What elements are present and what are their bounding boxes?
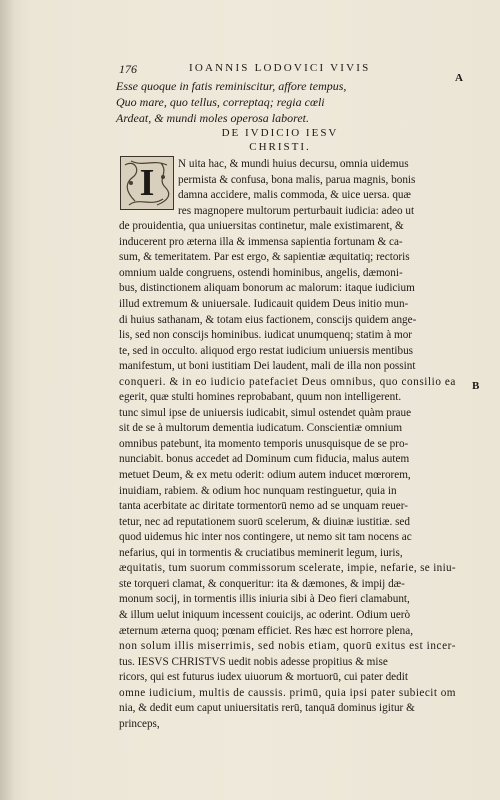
margin-letter-a: A (455, 72, 463, 84)
page-header (119, 62, 459, 78)
text-line: nefarius, qui in tormentis & cruciatibus meminerit legum, iuris, (119, 546, 403, 559)
text-line: tanta acerbitate ac diritate tormentorū nemo ad se unquam reuer- (119, 500, 408, 513)
text-line: inuidiam, rabiem. & odium hoc nunquam restinguetur, quia in (119, 484, 397, 497)
text-line: N uita hac, & mundi huius decursu, omnia uidemus (178, 158, 409, 170)
text-line: nunciabit. bonus accedet ad Dominum cum fiducia, malus autem (119, 453, 410, 466)
text-line: tunc simul ipse de uniuersis iudicabit, simul ostendet quàm praue (119, 406, 412, 419)
text-line: omne iudicium, multis de caussis. primū, quia ipsi pater subiecit om (119, 686, 456, 699)
text-line: princeps, (119, 717, 160, 730)
text-line: manifestum, ut boni iustitiam Dei laudent, mali de illa non possint (119, 360, 416, 373)
text-line: ricors, qui est futurus iudex uiuorum & mortuorū, cui pater dedit (119, 671, 408, 684)
text-line: ste torqueri clamat, & conqueritur: ita & dæmones, & impij dæ- (119, 577, 405, 590)
text-line: di huius sathanam, & totam eius factionem, conscijs quidem ange- (119, 313, 417, 326)
text-line: sit de se à multorum dementia iudicatum. Conscientiæ omnium (119, 422, 403, 435)
text-line: illud extremum & uniuersale. Iudicauit quidem Deus initio mun- (119, 297, 409, 310)
text-line: sum, & temeritatem. Par est ergo, & sapientiæ æquitatiq; rectoris (119, 251, 410, 264)
text-line: omnibus patebunt, ita momento temporis unusquisque de se pro- (119, 437, 409, 450)
text-line: damna accidere, malis commoda, & uice uersa. quæ (178, 189, 411, 202)
text-line: quod uidemus hic inter nos contingere, ut nemo sit tam nocens ac (119, 531, 412, 544)
running-head: IOANNIS LODOVICI VIVIS (189, 62, 371, 74)
text-line: bus, distinctionem aliquam bonorum ac malorum: itaque iudicium (119, 282, 415, 295)
text-line: æternum æterna quoq; pœnam efficiet. Res hæc est horrore plena, (119, 624, 414, 637)
page-number: 176 (119, 62, 137, 76)
text-line: nia, & dedit eum caput uniuersitatis rerū, tanquā dominus igitur & (119, 702, 415, 715)
text-line: de prouidentia, qua uniuersitas continetur, male existimarent, & (119, 220, 404, 233)
section-heading-continuation: CHRISTI. (249, 141, 311, 153)
text-line: conqueri. & in eo iudicio patefaciet Deus omnibus, quo consilio ea (119, 375, 456, 388)
text-line: non solum illis miserrimis, sed nobis etiam, quorū exitus est incer- (119, 640, 457, 653)
text-line: egerit, quæ stulti homines reprobabant, quum non intelligerent. (119, 391, 402, 404)
initial-letter: I (139, 162, 155, 204)
text-line: & illum uelut iniquum incessent couicijs, ac oderint. Odium uerò (119, 608, 411, 621)
text-line: æquitatis, tum suorum commissorum scelerate, impie, nefarie, se iniu- (119, 562, 456, 575)
text-line: lis, sed non conscijs hominibus. iudicat unumquenq; statim à mor (119, 329, 413, 342)
text-line: res magnopere multorum perturbauit iudicia: adeo ut (178, 204, 415, 217)
verse-line: Quo mare, quo tellus, correptaq; regia cœli (116, 95, 325, 109)
text-line: metuet Deum, & ex metu oderit: odium autem inducet mœrorem, (119, 469, 411, 481)
margin-letter-b: B (472, 380, 480, 392)
text-line: monum socij, in tormentis illis iniuria sibi à Deo fieri clamabunt, (119, 593, 410, 606)
text-line: tus. IESVS CHRISTVS uedit nobis adesse propitius & mise (119, 655, 388, 668)
section-heading: DE IVDICIO IESV (221, 127, 339, 139)
gutter-shadow (0, 0, 14, 800)
text-line: inducerent pro æterna illa & immensa sapientia fortunam & ca- (119, 235, 403, 248)
verse-line: Ardeat, & mundi moles operosa laboret. (116, 111, 309, 125)
decorated-initial (120, 156, 174, 210)
text-line: tetur, nec ad reputationem suorū scelerum, & diuinæ iustitiæ. sed (119, 515, 410, 528)
text-line: permista & confusa, bona malis, parua magnis, bonis (178, 173, 416, 186)
text-line: te, sed in occulto. aliquod ergo restat iudicium uniuersis mentibus (119, 344, 414, 357)
verse-line: Esse quoque in fatis reminiscitur, affore tempus, (116, 79, 347, 93)
text-line: omnium ualde congruens, ostendi hominibus, angelis, dæmoni- (119, 266, 403, 279)
